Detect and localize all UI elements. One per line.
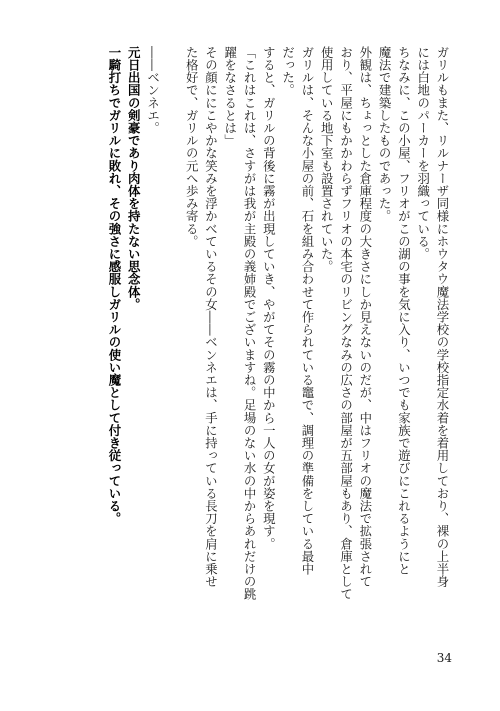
- body-line-12: 躍をなさるとは」: [222, 46, 238, 147]
- body-line-2: には白地のパーカーを羽織っている。: [415, 46, 431, 261]
- body-line-6: おり、平屋にもかかわらずフリオの本宅のリビングなみの広さの部屋が五部屋もあり、倉庫として: [338, 46, 354, 601]
- body-line-3: ちなみに、この小屋、フリオがこの湖の事を気に入り、いつでも家族で遊びにこれるようにと: [396, 46, 412, 576]
- body-line-11: 「これはこれは、さすがは我が主殿の義姉殿でございますね。足場のない水の中からあれだけの跳: [242, 46, 258, 601]
- body-line-14: た格好で、ガリルの元へ歩み寄る。: [184, 46, 200, 248]
- page-number: 34: [436, 651, 452, 665]
- body-line-4: 魔法で建築したものであった。: [377, 46, 393, 223]
- body-line-9: だった。: [280, 46, 296, 97]
- vertical-text-block: [105, 46, 452, 626]
- note-line-1: ――ベンネエ。: [145, 46, 161, 135]
- body-line-7: 使用している地下室も設置されていた。: [319, 46, 335, 273]
- body-line-1: ガリルもまた、リルナーザ同様にホウタウ魔法学校の学校指定水着を着用しており、裸の上半身: [435, 46, 450, 588]
- body-line-10: すると、ガリルの背後に霧が出現していき、やがてその霧の中から一人の女が姿を現す。: [261, 46, 277, 550]
- section-gap: [163, 46, 182, 626]
- note-line-2: 元日出国の剣豪であり肉体を持たない思念体。: [126, 46, 142, 311]
- body-line-13: その顔ににこやかな笑みを浮かべているその女――ベンネエは、手に持っている長刀を肩に乗せ: [203, 46, 219, 588]
- body-line-8: ガリルは、そんな小屋の前、石を組み合わせて作られている竈で、調理の準備をしている最中: [299, 46, 315, 576]
- note-line-3: 一騎打ちでガリルに敗れ、その強さに感服しガリルの使い魔として付き従っている。: [106, 46, 122, 525]
- body-line-5: 外観は、ちょっとした倉庫程度の大きさにしか見えないのだが、中はフリオの魔法で拡張されて: [357, 46, 373, 588]
